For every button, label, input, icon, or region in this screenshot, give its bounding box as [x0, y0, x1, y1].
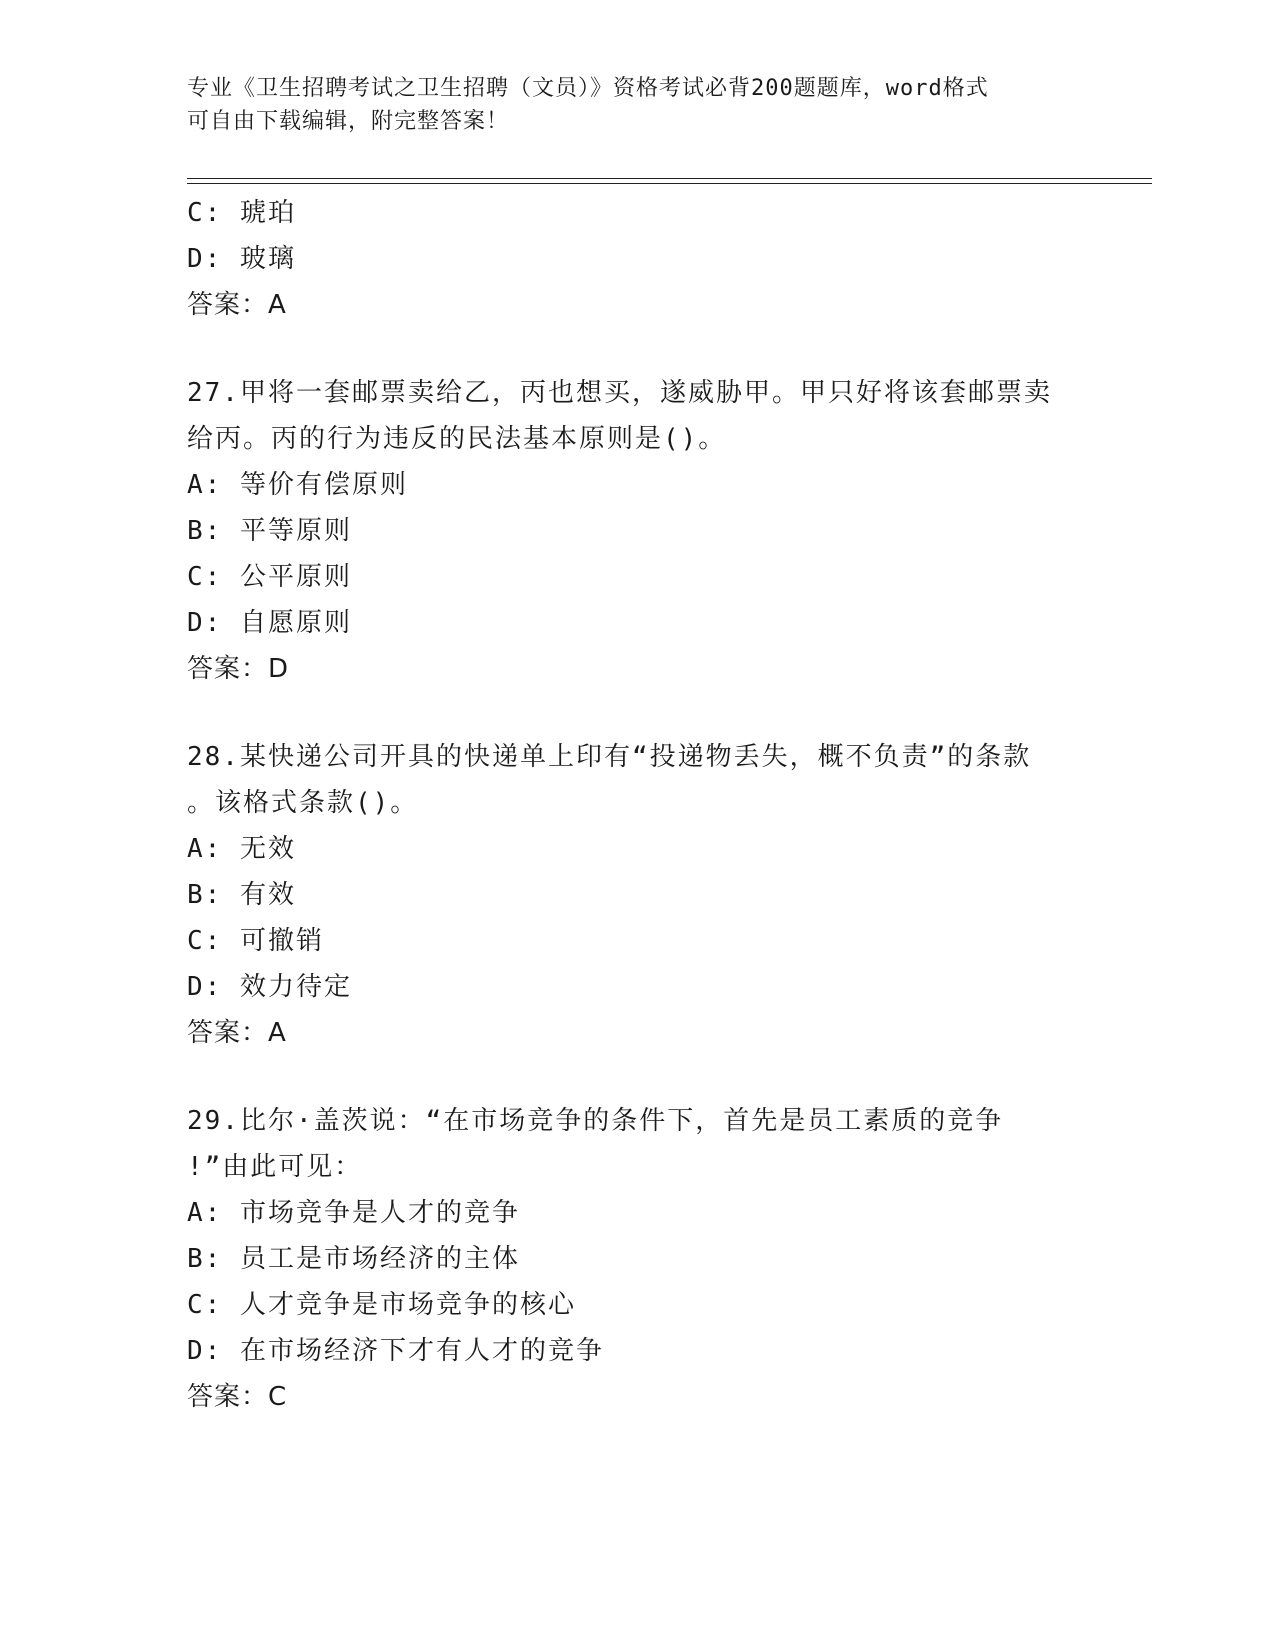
spacer: [187, 692, 1087, 734]
option-d: D: 在市场经济下才有人才的竞争: [187, 1336, 604, 1366]
answer-line: 答案：C: [187, 1382, 288, 1412]
option-a: A: 等价有偿原则: [187, 470, 408, 500]
question-text-line: 。该格式条款()。: [187, 788, 419, 818]
header-rule-top: [187, 178, 1152, 179]
spacer: [187, 328, 1087, 370]
option-d: D: 自愿原则: [187, 608, 352, 638]
option-d: D: 玻璃: [187, 244, 296, 274]
option-b: B: 员工是市场经济的主体: [187, 1244, 520, 1274]
option-c: C: 公平原则: [187, 562, 352, 592]
option-c: C: 琥珀: [187, 198, 296, 228]
question-text-line: 29.比尔·盖茨说：“在市场竞争的条件下，首先是员工素质的竞争: [187, 1106, 1004, 1136]
answer-line: 答案：D: [187, 654, 290, 684]
option-a: A: 无效: [187, 834, 296, 864]
header-line-2: 可自由下载编辑，附完整答案！: [187, 109, 510, 134]
header-rule-bottom: [187, 183, 1152, 184]
option-b: B: 有效: [187, 880, 296, 910]
question-text-line: !”由此可见：: [187, 1152, 363, 1182]
answer-line: 答案：A: [187, 1018, 287, 1048]
question-list: [187, 190, 1087, 1420]
option-a: A: 市场竞争是人才的竞争: [187, 1198, 520, 1228]
option-c: C: 可撤销: [187, 926, 324, 956]
question-29: [187, 1098, 1087, 1420]
spacer: [187, 1056, 1087, 1098]
option-c: C: 人才竞争是市场竞争的核心: [187, 1290, 576, 1320]
option-b: B: 平等原则: [187, 516, 352, 546]
question-28: [187, 734, 1087, 1056]
option-d: D: 效力待定: [187, 972, 352, 1002]
question-text-line: 给丙。丙的行为违反的民法基本原则是()。: [187, 424, 727, 454]
answer-line: 答案：A: [187, 290, 287, 320]
header-line-1: 专业《卫生招聘考试之卫生招聘（文员）》资格考试必背200题题库，word格式: [187, 76, 989, 101]
question-text-line: 27.甲将一套邮票卖给乙，丙也想买，遂威胁甲。甲只好将该套邮票卖: [187, 378, 1052, 408]
question-27: [187, 370, 1087, 692]
question-text-line: 28.某快递公司开具的快递单上印有“投递物丢失，概不负责”的条款: [187, 742, 1032, 772]
question-partial: [187, 190, 1087, 328]
document-header: [187, 72, 1087, 138]
